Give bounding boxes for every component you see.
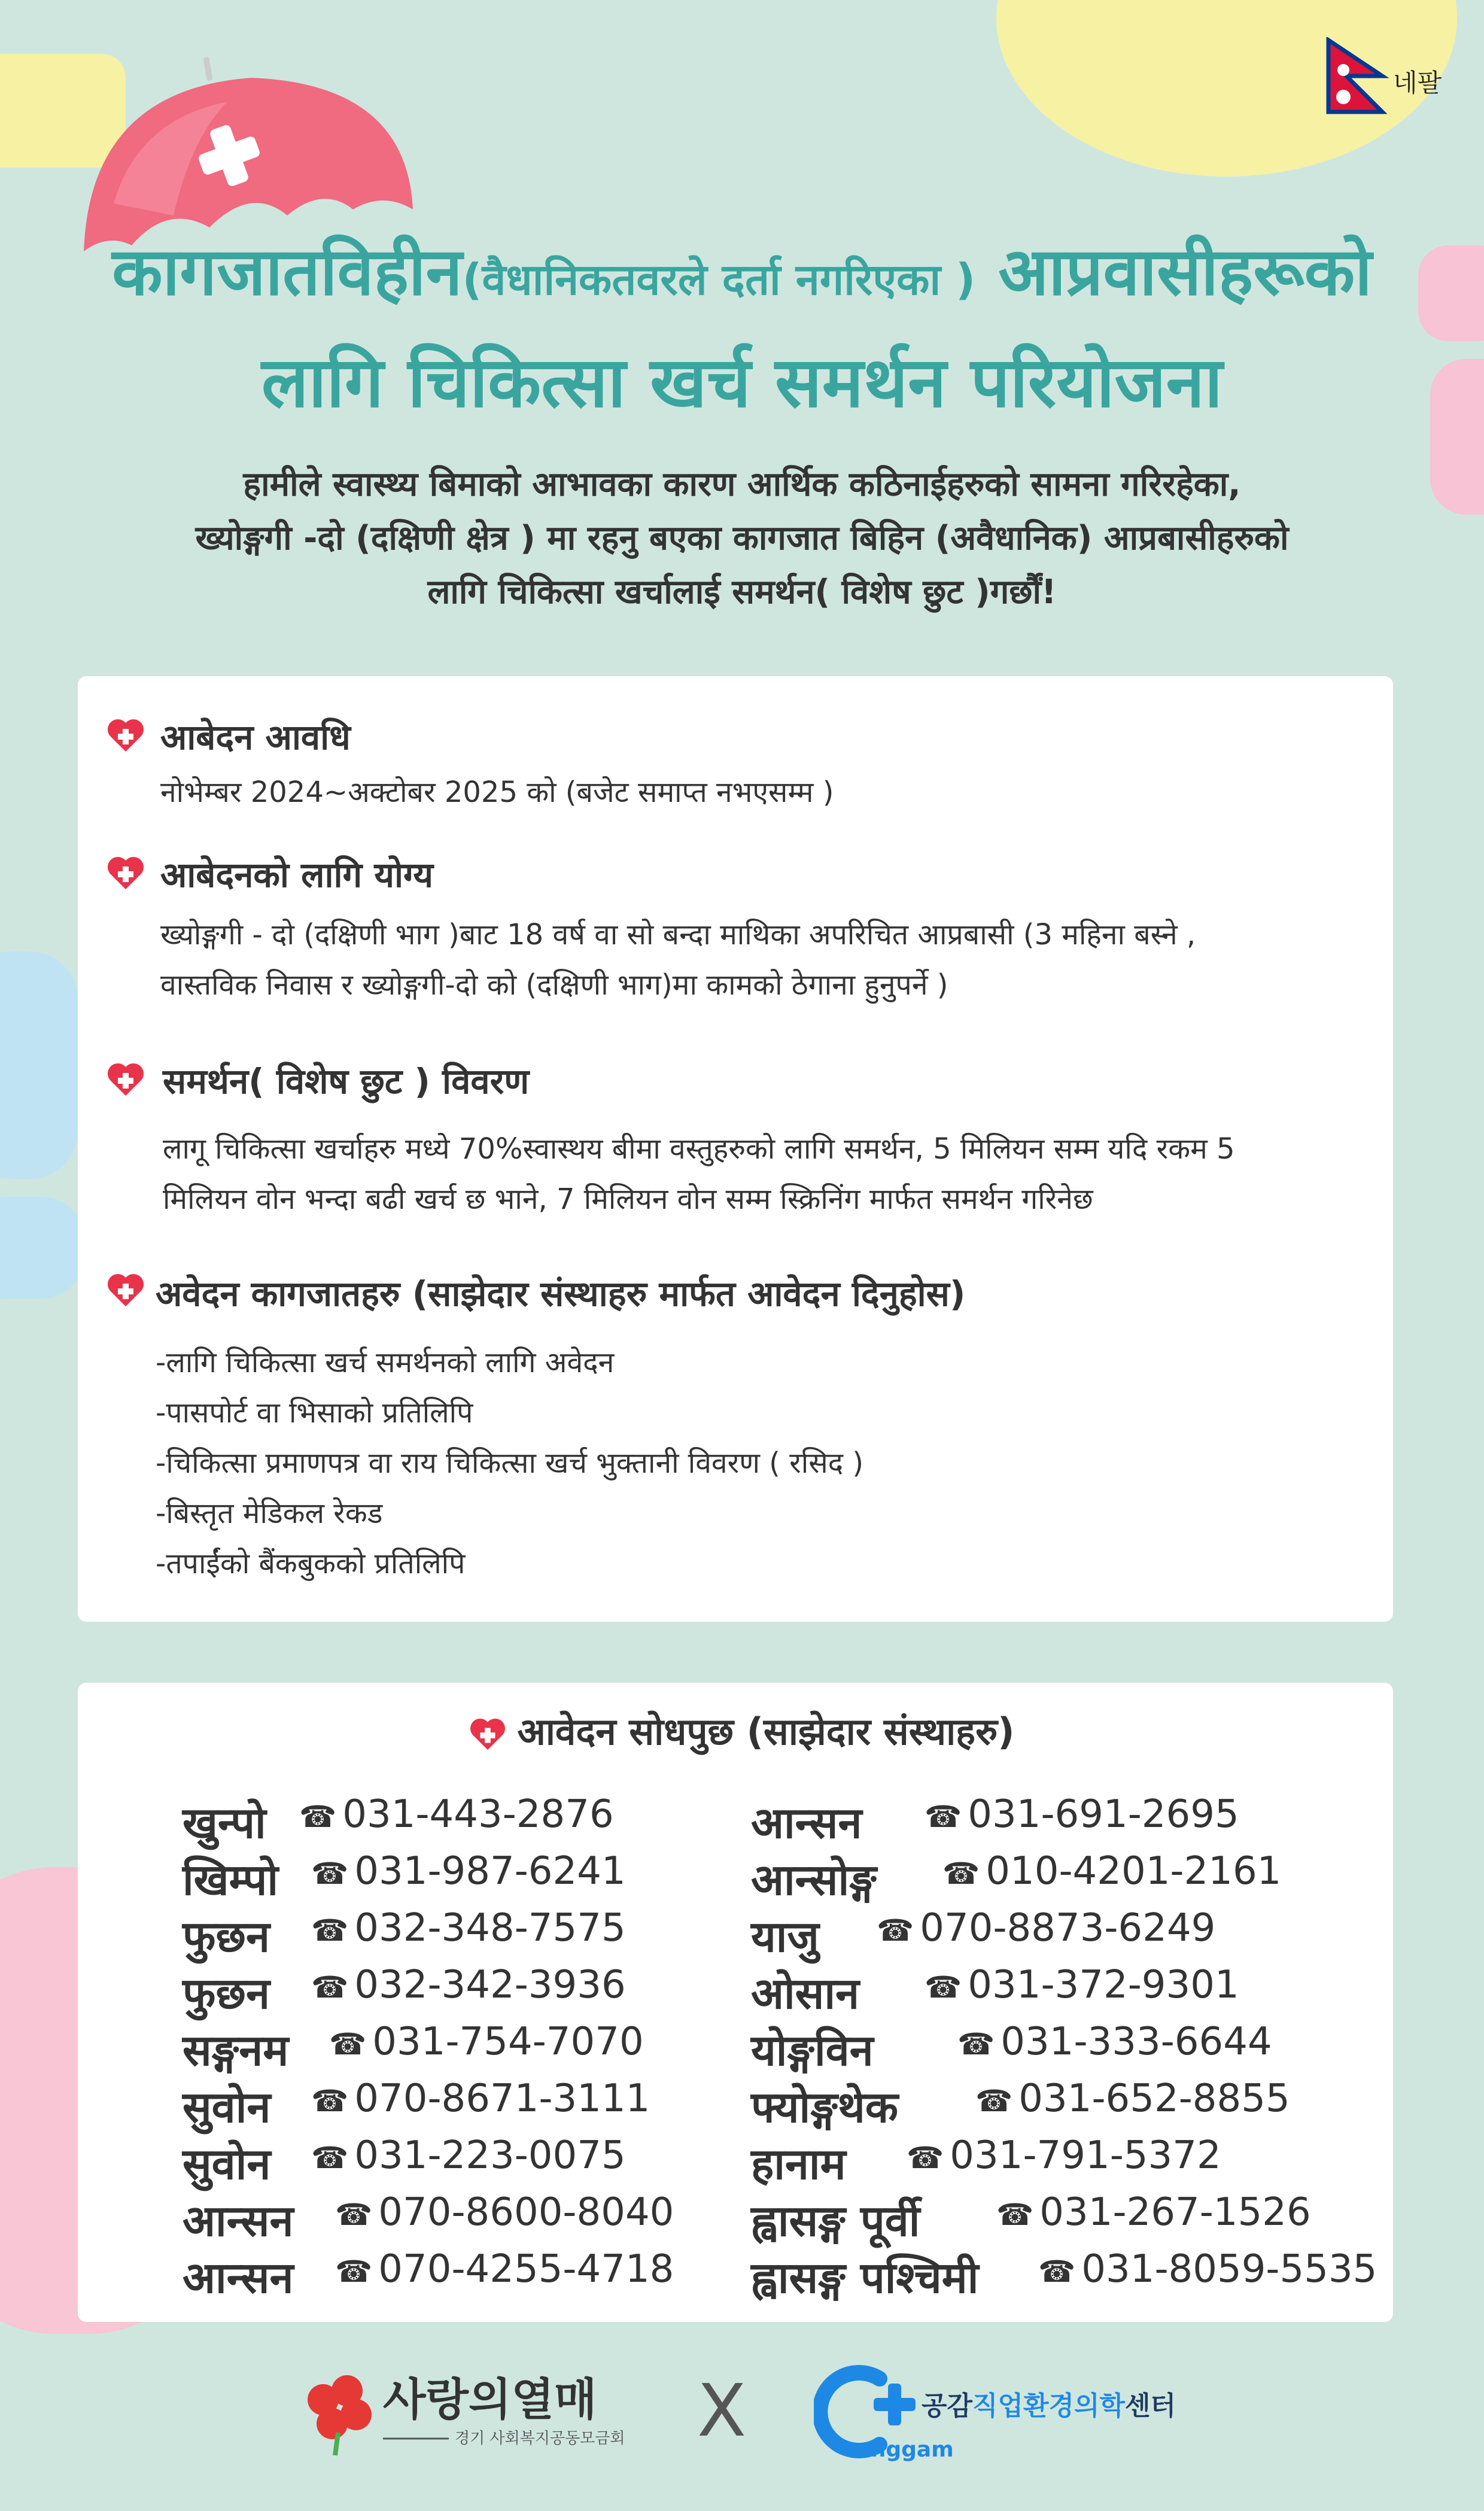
section-line: मिलियन वोन भन्दा बढी खर्च छ भाने, 7 मिलियन वोन सम्म स्क्रिनिंग मार्फत समर्थन गरिनेछ [163, 1182, 1093, 1216]
contact-phone[interactable] [925, 1963, 1239, 2007]
phone-number: 070-8671-3111 [354, 2077, 650, 2121]
nepal-flag-icon [1325, 37, 1391, 115]
phone-icon: ☎ [311, 1856, 349, 1891]
phone-icon: ☎ [311, 2141, 349, 2175]
phone-number: 031-652-8855 [1018, 2077, 1290, 2121]
phone-icon: ☎ [907, 2141, 944, 2175]
logo1-sub: 경기 사회복지공동모금회 [455, 2430, 625, 2448]
phone-number: 031-987-6241 [354, 1849, 626, 1893]
intro-line: लागि चिकित्सा खर्चालाई समर्थन( विशेष छुट )गर्छौं! [427, 573, 1057, 612]
phone-icon: ☎ [1038, 2254, 1076, 2289]
phone-number: 031-223-0075 [354, 2133, 626, 2178]
phone-number: 032-342-3936 [354, 1963, 626, 2007]
contact-title [0, 1706, 1484, 1756]
logo2-name-a: 공감 [922, 2391, 973, 2421]
phone-icon: ☎ [996, 2197, 1034, 2232]
contact-region: ह्वासङ्ग पश्चिमी [751, 2252, 979, 2303]
phone-icon: ☎ [925, 1799, 962, 1834]
section-line: ख्योङ्गगी - दो (दक्षिणी भाग )बाट 18 वर्ष वा सो बन्दा माथिका अपरिचित आप्रबासी (3 महिना बस्ने , [160, 918, 1196, 951]
heart-cross-icon [107, 856, 145, 890]
phone-icon: ☎ [335, 2197, 373, 2232]
contact-row [0, 2020, 1484, 2075]
phone-number: 032-348-7575 [354, 1906, 626, 1950]
phone-number: 031-333-6644 [1001, 2020, 1272, 2064]
logo2-name-c: 센터 [1125, 2391, 1176, 2421]
document-item: -बिस्तृत मेडिकल रेकड [156, 1497, 383, 1530]
phone-icon: ☎ [877, 1913, 914, 1948]
collab-separator: X [697, 2370, 747, 2453]
contact-region: खिम्पो [183, 1855, 279, 1905]
heart-cross-icon [107, 1062, 145, 1097]
sarang-fruit-logo [299, 2367, 634, 2457]
page-title-line2: लागि चिकित्सा खर्च समर्थन परियोजना [261, 342, 1223, 423]
contact-region: हानाम [751, 2139, 846, 2189]
decor-blue-pill-2 [0, 1197, 84, 1299]
heart-cross-icon [107, 1273, 145, 1308]
phone-icon: ☎ [311, 1970, 349, 2005]
contact-row [0, 2133, 1484, 2188]
section-body-eligibility [160, 910, 1196, 1010]
title-paren: (वैधानिकतवरले दर्ता नगरिएका ) [462, 254, 976, 305]
contact-phone[interactable] [877, 1906, 1215, 1950]
contact-row [0, 1963, 1484, 2018]
heart-cross-icon [469, 1717, 506, 1751]
contact-region: सुवोन [183, 2082, 271, 2132]
logo2-sub: onggam [856, 2437, 954, 2462]
phone-number: 070-8873-6249 [920, 1906, 1216, 1950]
logo1-name: 사랑의열매 [383, 2374, 597, 2425]
contact-region: ओसान [751, 1968, 859, 2018]
intro-line: हामीले स्वास्थ्य बिमाको आभावका कारण आर्थिक कठिनाईहरुको सामना गरिरहेका, [243, 465, 1241, 504]
contact-row [0, 2247, 1484, 2302]
section-body-support [163, 1124, 1235, 1224]
contact-row [0, 2077, 1484, 2132]
section-body-documents [156, 1337, 863, 1589]
section-heading-period: आबेदन आवधि [160, 717, 351, 758]
decor-blue-pill-1 [0, 951, 78, 1179]
document-item: -लागि चिकित्सा खर्च समर्थनको लागि अवेदन [156, 1346, 615, 1379]
section-line: नोभेम्बर 2024~अक्टोबर 2025 को (बजेट समाप्त नभएसम्म ) [160, 776, 834, 809]
phone-number: 010-4201-2161 [986, 1849, 1282, 1893]
contact-row [0, 1849, 1484, 1904]
phone-icon: ☎ [957, 2027, 995, 2062]
phone-icon: ☎ [311, 1913, 349, 1948]
phone-icon: ☎ [925, 1970, 962, 2005]
document-item: -चिकित्सा प्रमाणपत्र वा राय चिकित्सा खर्च भुक्तानी विवरण ( रसिद ) [156, 1446, 864, 1480]
contact-phone[interactable] [975, 2077, 1290, 2121]
contact-region: योङ्गविन [751, 2025, 874, 2075]
title-main: कागजातविहीन [112, 233, 463, 310]
phone-icon: ☎ [299, 1799, 337, 1834]
phone-number: 031-691-2695 [968, 1792, 1239, 1837]
phone-number: 031-443-2876 [342, 1792, 614, 1837]
contact-region: आन्सोङ्ग [751, 1855, 877, 1905]
intro-text [72, 458, 1412, 619]
page-title-line1 [0, 224, 1484, 314]
contact-region: फुछन [183, 1911, 270, 1962]
section-line: लागू चिकित्सा खर्चाहरु मध्ये 70%स्वास्थय बीमा वस्तुहरुको लागि समर्थन, 5 मिलियन सम्म यदि रकम 5 [163, 1132, 1235, 1166]
contact-region: फ्योङ्गथेक [751, 2082, 899, 2132]
contact-phone[interactable] [925, 1792, 1239, 1837]
contact-phone[interactable] [1038, 2247, 1377, 2291]
contact-region: याजु [751, 1911, 819, 1962]
phone-number: 031-8059-5535 [1081, 2247, 1377, 2291]
document-item: -पासपोर्ट वा भिसाको प्रतिलिपि [156, 1396, 473, 1430]
contact-phone[interactable] [957, 2020, 1272, 2064]
contact-region: आन्सन [183, 2196, 294, 2246]
contact-region: फुछन [183, 1968, 270, 2018]
phone-number: 031-754-7070 [372, 2020, 644, 2064]
section-line: वास्तविक निवास र ख्योङ्गगी-दो को (दक्षिणी भाग)मा कामको ठेगाना हुनुपर्ने ) [160, 968, 948, 1002]
section-heading-documents: अवेदन कागजातहरु (साझेदार संस्थाहरु मार्फत आवेदन दिनुहोस) [156, 1273, 966, 1314]
phone-icon: ☎ [311, 2084, 349, 2118]
phone-number: 031-372-9301 [968, 1963, 1239, 2007]
phone-number: 070-8600-8040 [378, 2190, 674, 2235]
contact-region: खुन्पो [183, 1798, 266, 1848]
contact-phone[interactable] [996, 2190, 1311, 2235]
phone-number: 031-267-1526 [1039, 2190, 1311, 2235]
contact-row [0, 2190, 1484, 2245]
section-heading-support: समर्थन( विशेष छुट ) विवरण [163, 1061, 530, 1102]
phone-icon: ☎ [335, 2254, 373, 2289]
contact-row [0, 1906, 1484, 1961]
contact-phone[interactable] [942, 1849, 1281, 1893]
document-item: -तपाईंको बैंकबुकको प्रतिलिपि [156, 1547, 466, 1580]
contact-region: ह्वासङ्ग पूर्वी [751, 2196, 920, 2246]
logo2-name-b: 직업환경의학 [972, 2391, 1126, 2421]
contact-phone[interactable] [907, 2133, 1221, 2178]
gonggam-center-logo [814, 2361, 1191, 2463]
section-heading-eligibility: आबेदनको लागि योग्य [160, 855, 433, 895]
contact-region: सङ्गनम [183, 2025, 289, 2075]
phone-icon: ☎ [942, 1856, 980, 1891]
contact-region: आन्सन [183, 2252, 294, 2303]
phone-icon: ☎ [975, 2084, 1013, 2118]
svg-text:공감직업환경의학센터 [922, 2391, 1176, 2421]
country-label: 네팔 [1393, 68, 1442, 98]
title-end: आप्रवासीहरूको [975, 233, 1372, 310]
contact-region: आन्सन [751, 1798, 862, 1848]
contact-row [0, 1792, 1484, 1847]
phone-number: 070-4255-4718 [378, 2247, 674, 2291]
heart-cross-icon [107, 718, 145, 753]
contact-region: सुवोन [183, 2139, 271, 2189]
phone-icon: ☎ [329, 2027, 367, 2062]
section-body-period [160, 767, 834, 817]
phone-number: 031-791-5372 [950, 2133, 1221, 2178]
contact-title-text: आवेदन सोधपुछ (साझेदार संस्थाहरु) [517, 1710, 1015, 1753]
intro-line: ख्योङ्गगी -दो (दक्षिणी क्षेत्र ) मा रहनु बएका कागजात बिहिन (अवैधानिक) आप्रबासीहरुको [195, 519, 1289, 558]
